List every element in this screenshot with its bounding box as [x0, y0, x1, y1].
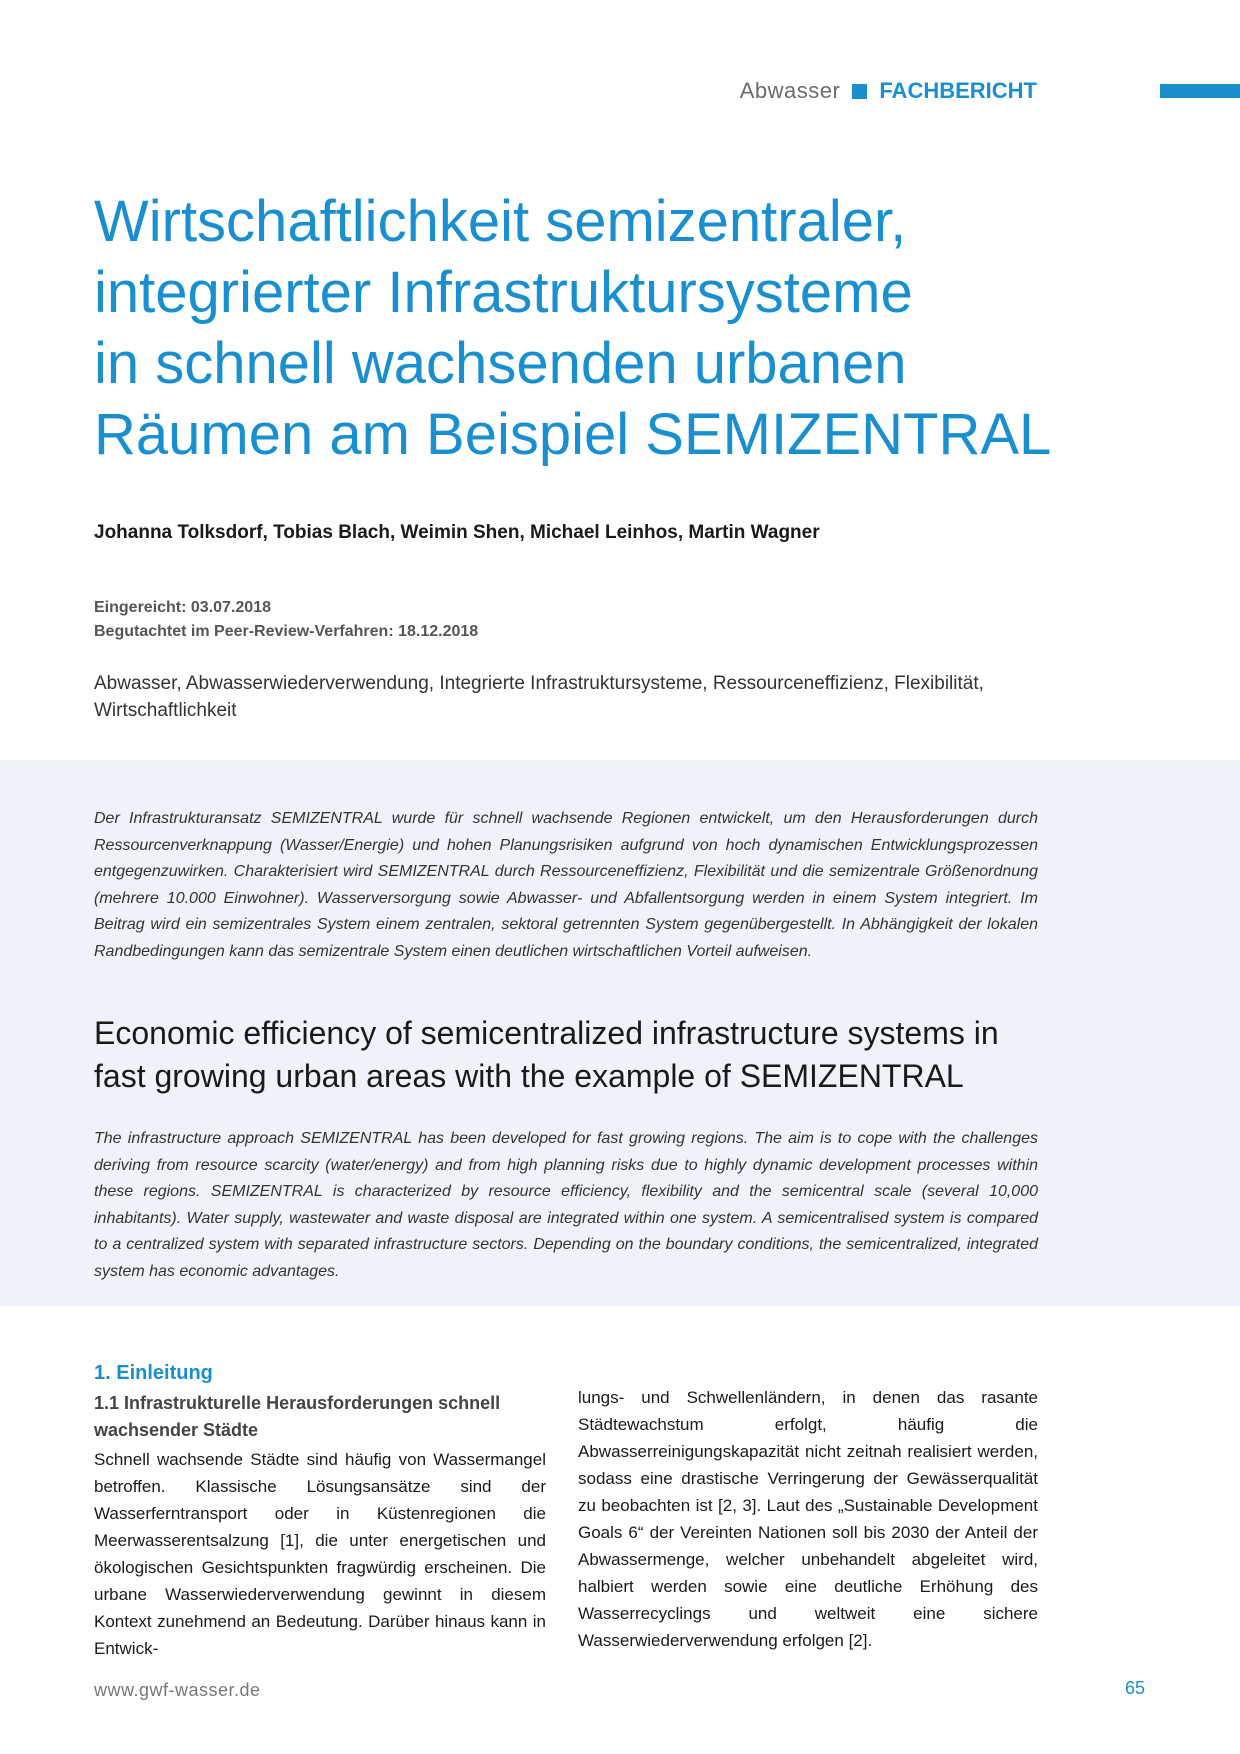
body-paragraph: lungs- und Schwellenländern, in denen das rasante Städtewachstum erfolgt, häufig die Abwasserreinigungskapazität nicht zeitnah realisiert werden, sodass eine drastische Verringerung der Gewässerqualität zu beobachten ist [2, 3]. Laut des „Sustainable Development Goals 6“ der Vereinten Nationen soll bis 2030 der Anteil der Abwassermenge, welcher unbehandelt abgeleitet wird, halbiert werden sowie eine deutliche Erhöhung des Wasserrecyclings und weltweit eine sichere Wasserwiederverwendung erfolgen [2]. — [578, 1388, 1038, 1650]
page-number: 65 — [1124, 1678, 1145, 1698]
body-paragraph: Schnell wachsende Städte sind häufig von Wassermangel betroffen. Klassische Lösungsansätze sind der Wasserferntransport oder in Küstenregionen die Meerwasserentsalzung [1], die unter energetischen und ökologischen Gesichtspunkten fragwürdig erscheinen. Die urbane Wasserwiederverwendung gewinnt in diesem Kontext zunehmend an Bedeutung. Darüber hinaus kann in Entwick- — [94, 1450, 546, 1658]
title-line: integrierter Infrastruktursysteme — [94, 260, 913, 325]
english-title-line: fast growing urban areas with the example of SEMIZENTRAL — [94, 1058, 964, 1094]
square-icon — [852, 84, 867, 99]
submitted-date: Eingereicht: 03.07.2018 — [94, 599, 271, 616]
author-list: Johanna Tolksdorf, Tobias Blach, Weimin Shen, Michael Leinhos, Martin Wagner — [94, 522, 820, 543]
title-line: Wirtschaftlichkeit semizentraler, — [94, 189, 907, 254]
body-column-left — [94, 1360, 546, 1662]
review-dates — [94, 596, 478, 644]
running-header — [740, 78, 1037, 104]
abstract-english: The infrastructure approach SEMIZENTRAL has been developed for fast growing regions. The aim is to cope with the challenges deriving from resource scarcity (water/energy) and from high planning risks due to highly dynamic development processes within these regions. SEMIZENTRAL is characterized by resource efficiency, flexibility and the semicentral scale (several 10,000 inhabitants). Water supply, wastewater and waste disposal are integrated within one system. A semicentralised system is compared to a centralized system with separated infrastructure sectors. Depending on the boundary conditions, the semicentralized, integrated system has economic advantages. — [94, 1130, 1038, 1280]
english-title — [94, 1012, 1074, 1098]
header-accent-bar — [1160, 84, 1240, 98]
title-line: Räumen am Beispiel SEMIZENTRAL — [94, 402, 1052, 467]
subsection-heading: 1.1 Infrastrukturelle Herausforderungen schnell wachsender Städte — [94, 1393, 501, 1440]
section-heading: 1. Einleitung — [94, 1362, 213, 1384]
reviewed-date: Begutachtet im Peer-Review-Verfahren: 18.12.2018 — [94, 623, 479, 640]
abstract-german: Der Infrastrukturansatz SEMIZENTRAL wurde für schnell wachsende Regionen entwickelt, um den Herausforderungen durch Ressourcenverknappung (Wasser/Energie) und hohen Planungsrisiken aufgrund von hoch dynamischen Entwicklungsprozessen entgegenzuwirken. Charakterisiert wird SEMIZENTRAL durch Ressourceneffizienz, Flexibilität und die semizentrale Größenordnung (mehrere 10.000 Einwohner). Wasserversorgung sowie Abwasser- und Abfallentsorgung werden in einem System integriert. Im Beitrag wird ein semizentrales System einem zentralen, sektoral getrennten System gegenübergestellt. In Abhängigkeit der lokalen Randbedingungen kann das semizentrale System einen deutlichen wirtschaftlichen Vorteil aufweisen. — [94, 810, 1038, 960]
title-line: in schnell wachsenden urbanen — [94, 331, 907, 396]
english-title-line: Economic efficiency of semicentralized infrastructure systems in — [94, 1015, 999, 1051]
footer-url: www.gwf-wasser.de — [94, 1680, 261, 1700]
header-section: Abwasser — [739, 78, 841, 103]
article-title — [94, 186, 1094, 470]
keywords: Abwasser, Abwasserwiederverwendung, Integrierte Infrastruktursysteme, Ressourceneffizienz, Flexibilität, Wirtschaftlichkeit — [94, 673, 984, 721]
body-column-right — [578, 1384, 1038, 1654]
header-doc-type: FACHBERICHT — [879, 78, 1037, 103]
